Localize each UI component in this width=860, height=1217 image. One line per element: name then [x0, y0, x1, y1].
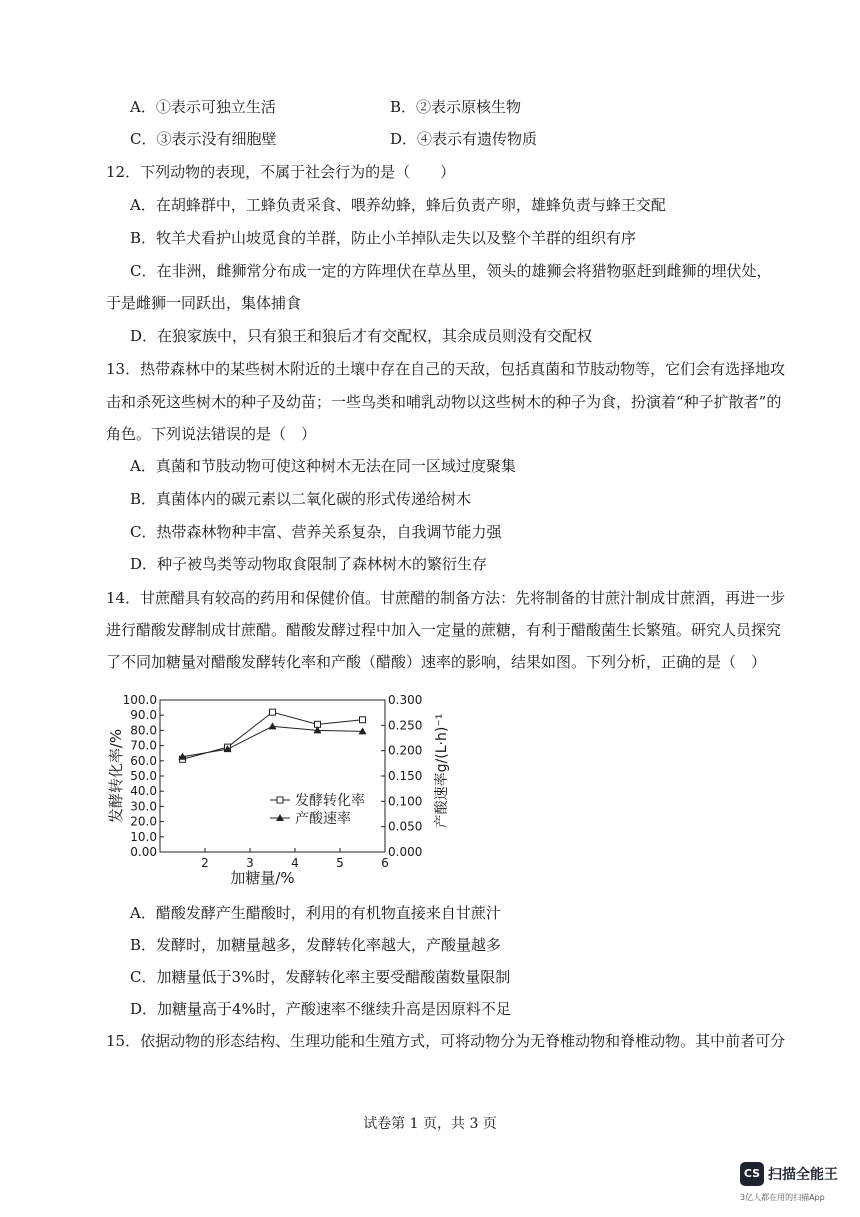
- x-tick-label: 4: [291, 856, 299, 870]
- q11-option-b: B．②表示原核生物: [390, 98, 522, 116]
- q12-option-c-cont: 于是雌狮一同跃出，集体捕食: [106, 294, 302, 312]
- y-right-tick-label: 0.300: [388, 693, 423, 707]
- watermark-subtitle: 3亿人都在用的扫描App: [740, 1193, 825, 1202]
- camscanner-logo-icon: CS: [740, 1162, 764, 1186]
- y-right-tick-label: 0.100: [388, 794, 423, 809]
- q11-option-a: A．①表示可独立生活: [130, 98, 276, 116]
- q13-option-b: B．真菌体内的碳元素以二氧化碳的形式传递给树木: [130, 490, 472, 508]
- q13-stem-2: 击和杀死这些树木的种子及幼苗；一些鸟类和哺乳动物以这些树木的种子为食，扮演着“种子扩散者”的: [106, 393, 782, 411]
- x-axis-label: 加糖量/%: [230, 869, 295, 887]
- y-left-tick-label: 10.0: [130, 829, 157, 844]
- watermark-name: 扫描全能王: [768, 1167, 838, 1183]
- y-left-tick-label: 40.0: [130, 784, 157, 799]
- q13-stem-1: 13．热带森林中的某些树木附近的土壤中存在自己的天敌，包括真菌和节肢动物等，它们会有选择地攻: [106, 360, 786, 378]
- q13-option-a: A．真菌和节肢动物可使这种树木无法在同一区域过度聚集: [130, 457, 516, 475]
- q14-stem-3: 了不同加糖量对醋酸发酵转化率和产酸（醋酸）速率的影响，结果如图。下列分析，正确的是（ ）: [106, 653, 767, 671]
- y-right-tick-label: 0.250: [388, 718, 423, 733]
- legend-label-1: 发酵转化率: [295, 793, 365, 809]
- q14-option-d: D．加糖量高于4%时，产酸速率不继续升高是因原料不足: [130, 1000, 511, 1018]
- q13-option-c: C．热带森林物种丰富、营养关系复杂，自我调节能力强: [130, 523, 502, 541]
- y-left-tick-label: 80.0: [130, 723, 157, 738]
- x-tick-label: 5: [336, 856, 344, 870]
- page-footer: 试卷第 1 页，共 3 页: [363, 1116, 497, 1132]
- fermentation-chart: [100, 682, 460, 892]
- q14-stem-2: 进行醋酸发酵制成甘蔗醋。醋酸发酵过程中加入一定量的蔗糖，有利于醋酸菌生长繁殖。研究人员探究: [106, 621, 782, 639]
- q14-option-b: B．发酵时，加糖量越多，发酵转化率越大，产酸量越多: [130, 936, 502, 954]
- q12-option-d: D．在狼家族中，只有狼王和狼后才有交配权，其余成员则没有交配权: [130, 327, 593, 345]
- y-left-axis-label: 发酵转化率/%: [107, 728, 125, 824]
- y-left-tick-label: 30.0: [130, 799, 157, 814]
- x-tick-label: 3: [246, 856, 254, 870]
- data-point: [270, 709, 276, 715]
- y-left-tick-label: 0.00: [130, 845, 157, 859]
- x-tick-label: 2: [201, 856, 209, 870]
- y-right-tick-label: 0.000: [388, 845, 423, 859]
- x-tick-label: 6: [381, 856, 389, 870]
- q14-option-a: A．醋酸发酵产生醋酸时，利用的有机物直接来自甘蔗汁: [130, 904, 501, 922]
- y-left-tick-label: 20.0: [130, 814, 157, 829]
- y-left-tick-label: 60.0: [130, 753, 157, 768]
- legend-marker-square-icon: [277, 797, 283, 803]
- q11-option-c: C．③表示没有细胞壁: [130, 130, 277, 148]
- q14-stem-1: 14．甘蔗醋具有较高的药用和保健价值。甘蔗醋的制备方法：先将制备的甘蔗汁制成甘蔗酒，再进一步: [106, 589, 786, 607]
- q12-option-a: A．在胡蜂群中，工蜂负责采食、喂养幼蜂，蜂后负责产卵，雄蜂负责与蜂王交配: [130, 196, 666, 214]
- y-left-tick-label: 50.0: [130, 769, 157, 783]
- legend-label-2: 产酸速率: [295, 811, 351, 827]
- y-right-axis-label: 产酸速率g/(L·h)⁻¹: [434, 713, 450, 829]
- q13-option-d: D．种子被鸟类等动物取食限制了森林树木的繁衍生存: [130, 555, 488, 573]
- y-left-tick-label: 90.0: [130, 708, 157, 723]
- data-point: [360, 717, 366, 723]
- y-right-tick-label: 0.050: [388, 819, 423, 834]
- y-left-tick-label: 100.0: [122, 693, 157, 707]
- series-line-2: [183, 726, 363, 756]
- q11-option-d: D．④表示有遗传物质: [390, 130, 538, 148]
- q12-stem: 12．下列动物的表现，不属于社会行为的是（ ）: [106, 163, 456, 181]
- y-right-tick-label: 0.150: [388, 769, 423, 783]
- data-point: [269, 722, 277, 729]
- q12-option-c: C．在非洲，雌狮常分布成一定的方阵埋伏在草丛里，领头的雄狮会将猎物驱赶到雌狮的埋伏处，: [130, 262, 772, 280]
- y-right-tick-label: 0.200: [388, 743, 423, 758]
- q13-stem-3: 角色。下列说法错误的是（ ）: [106, 425, 317, 443]
- camscanner-watermark: [740, 1162, 852, 1206]
- q15-stem-1: 15．依据动物的形态结构、生理功能和生殖方式，可将动物分为无脊椎动物和脊椎动物。其中前者可分: [106, 1032, 786, 1050]
- y-left-tick-label: 70.0: [130, 738, 157, 753]
- q14-option-c: C．加糖量低于3%时，发酵转化率主要受醋酸菌数量限制: [130, 968, 511, 986]
- q12-option-b: B．牧羊犬看护山坡觅食的羊群，防止小羊掉队走失以及整个羊群的组织有序: [130, 229, 637, 247]
